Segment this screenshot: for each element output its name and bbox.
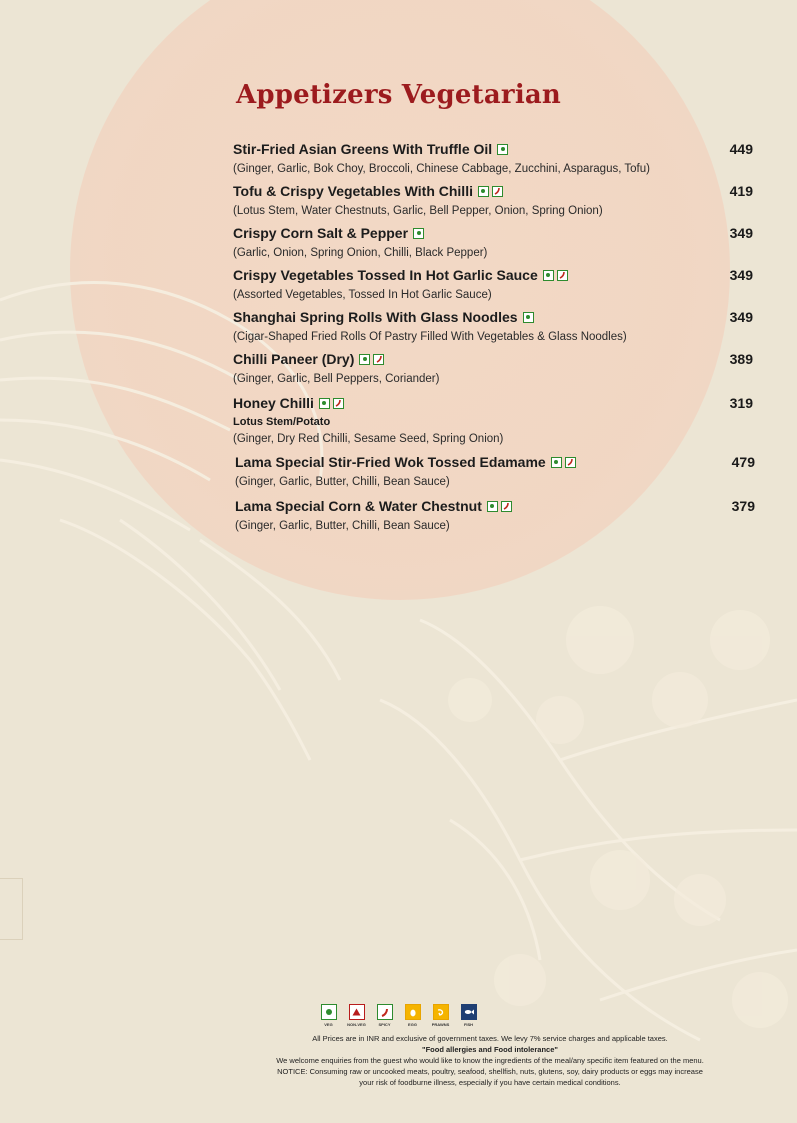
item-price: 349 bbox=[729, 267, 753, 283]
item-price: 349 bbox=[729, 225, 753, 241]
item-description: (Ginger, Garlic, Bok Choy, Broccoli, Chinese Cabbage, Zucchini, Asparagus, Tofu) bbox=[233, 163, 650, 175]
veg-icon bbox=[478, 186, 489, 197]
veg-icon bbox=[543, 270, 554, 281]
consumption-notice: NOTICE: Consuming raw or uncooked meats, poultry, seafood, shellfish, nuts, glutens, soy, dairy products or eggs may increase your risk of foodburne illness, especially if you have certain medical conditions. bbox=[277, 1067, 703, 1087]
item-description: (Garlic, Onion, Spring Onion, Chilli, Black Pepper) bbox=[233, 247, 488, 259]
item-description: (Cigar-Shaped Fried Rolls Of Pastry Filled With Vegetables & Glass Noodles) bbox=[233, 331, 627, 343]
veg-icon bbox=[413, 228, 424, 239]
veg-icon bbox=[551, 457, 562, 468]
item-name: Stir-Fried Asian Greens With Truffle Oil bbox=[233, 141, 493, 157]
spicy-icon bbox=[333, 398, 344, 409]
item-description: (Lotus Stem, Water Chestnuts, Garlic, Bell Pepper, Onion, Spring Onion) bbox=[233, 205, 603, 217]
spicy-icon bbox=[373, 354, 384, 365]
legend-item-non-veg: NON-VEG bbox=[348, 1004, 366, 1027]
spicy-icon bbox=[501, 501, 512, 512]
menu-item bbox=[233, 308, 753, 345]
spicy-icon bbox=[377, 1004, 393, 1020]
item-description: (Ginger, Garlic, Butter, Chilli, Bean Sauce) bbox=[235, 520, 450, 532]
spicy-icon bbox=[565, 457, 576, 468]
allergy-heading: "Food allergies and Food intolerance" bbox=[422, 1045, 558, 1054]
legend-item-fish: FISH bbox=[460, 1004, 478, 1027]
menu-item bbox=[233, 266, 753, 303]
non-veg-icon bbox=[349, 1004, 365, 1020]
menu-item bbox=[233, 224, 753, 261]
item-name: Shanghai Spring Rolls With Glass Noodles bbox=[233, 309, 518, 325]
page-title: Appetizers Vegetarian bbox=[235, 80, 562, 110]
enquiry-note: We welcome enquiries from the guest who would like to know the ingredients of the meal/any specific item featured on the menu. bbox=[276, 1056, 704, 1065]
legend-item-veg: VEG bbox=[320, 1004, 338, 1027]
item-name: Lama Special Stir-Fried Wok Tossed Edamame bbox=[235, 454, 546, 470]
item-price: 449 bbox=[729, 141, 753, 157]
item-name: Chilli Paneer (Dry) bbox=[233, 351, 355, 367]
veg-icon bbox=[497, 144, 508, 155]
item-name: Crispy Corn Salt & Pepper bbox=[233, 225, 409, 241]
item-description: (Assorted Vegetables, Tossed In Hot Garlic Sauce) bbox=[233, 289, 492, 301]
item-price: 419 bbox=[729, 183, 753, 199]
item-name: Lama Special Corn & Water Chestnut bbox=[235, 498, 482, 514]
item-name: Honey Chilli bbox=[233, 395, 314, 411]
menu-item bbox=[235, 497, 755, 534]
item-price: 479 bbox=[731, 454, 755, 470]
item-price: 349 bbox=[729, 309, 753, 325]
menu-item bbox=[233, 350, 753, 387]
item-description: (Ginger, Garlic, Bell Peppers, Coriander) bbox=[233, 373, 440, 385]
veg-icon bbox=[319, 398, 330, 409]
item-name: Tofu & Crispy Vegetables With Chilli bbox=[233, 183, 473, 199]
veg-icon bbox=[487, 501, 498, 512]
veg-icon bbox=[321, 1004, 337, 1020]
dietary-legend bbox=[0, 1004, 797, 1027]
spicy-icon bbox=[492, 186, 503, 197]
legend-item-egg: EGG bbox=[404, 1004, 422, 1027]
menu-item bbox=[235, 453, 755, 490]
item-price: 319 bbox=[729, 395, 753, 411]
menu-item bbox=[233, 140, 753, 177]
item-name: Crispy Vegetables Tossed In Hot Garlic Sauce bbox=[233, 267, 538, 283]
fish-icon bbox=[461, 1004, 477, 1020]
prawns-icon bbox=[433, 1004, 449, 1020]
veg-icon bbox=[359, 354, 370, 365]
item-subtitle: Lotus Stem/Potato bbox=[233, 416, 331, 428]
tax-note: All Prices are in INR and exclusive of government taxes. We levy 7% service charges and applicable taxes. bbox=[312, 1034, 668, 1043]
footer-notes bbox=[270, 1033, 710, 1088]
item-price: 389 bbox=[729, 351, 753, 367]
item-price: 379 bbox=[731, 498, 755, 514]
menu-item bbox=[233, 182, 753, 219]
legend-item-spicy: SPICY bbox=[376, 1004, 394, 1027]
item-description: (Ginger, Garlic, Butter, Chilli, Bean Sauce) bbox=[235, 476, 450, 488]
spicy-icon bbox=[557, 270, 568, 281]
menu-item bbox=[233, 394, 753, 447]
veg-icon bbox=[523, 312, 534, 323]
legend-item-prawns: PRAWNS bbox=[432, 1004, 450, 1027]
item-description: (Ginger, Dry Red Chilli, Sesame Seed, Spring Onion) bbox=[233, 433, 504, 445]
red-seal-stamp bbox=[0, 878, 23, 940]
egg-icon bbox=[405, 1004, 421, 1020]
